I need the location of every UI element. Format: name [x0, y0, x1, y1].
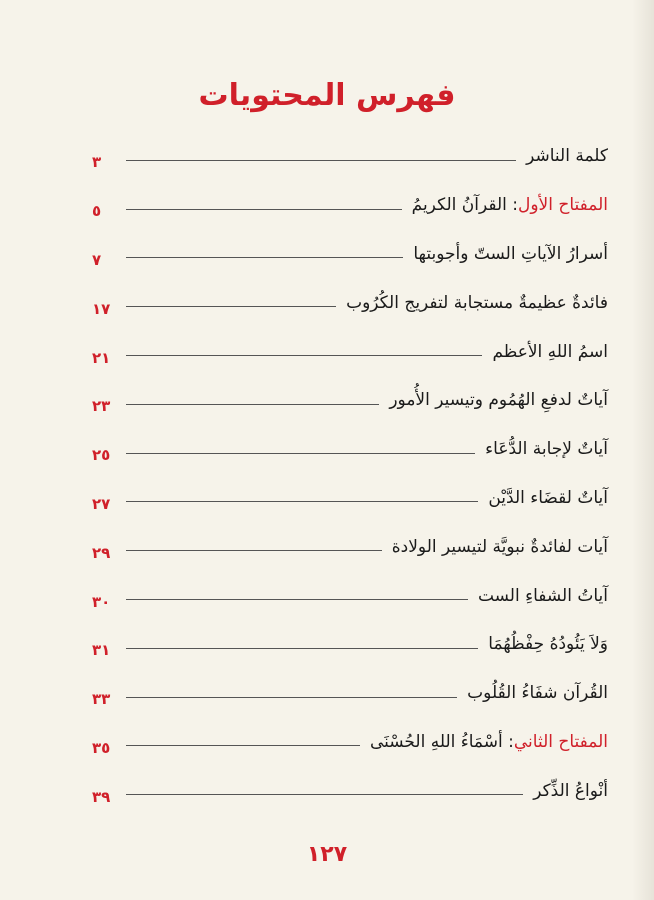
- dotted-leader: [126, 257, 403, 258]
- toc-page-number: ١٧: [92, 299, 111, 318]
- toc-row: [92, 766, 608, 815]
- toc-row: [92, 669, 608, 718]
- toc-entry-title: أنْواعُ الذِّكر: [533, 780, 608, 801]
- toc-row: [92, 718, 608, 767]
- chapter-key: المفتاح الثاني: [513, 731, 608, 752]
- toc-page-number: ٢٥: [92, 446, 111, 465]
- dotted-leader: [126, 209, 402, 210]
- dotted-leader: [126, 648, 478, 649]
- toc-page-number: ٢١: [92, 348, 111, 367]
- toc-page-number: ٣١: [92, 641, 111, 660]
- toc-entry-title: اسمُ اللهِ الأعظم: [492, 341, 608, 362]
- toc-page-number: ٢٩: [92, 543, 111, 562]
- toc-entry-title: أسرارُ الآياتِ الستّ وأجوبتها: [413, 243, 608, 264]
- toc-entry-title: المفتاح الثاني: أسْمَاءُ اللهِ الحُسْنَى: [369, 731, 608, 752]
- dotted-leader: [126, 745, 360, 746]
- toc-row: [92, 522, 608, 571]
- toc-page-number: ٣٥: [92, 738, 111, 757]
- toc-entry-title: آياتٌ لإجابة الدُّعَاء: [485, 439, 608, 460]
- chapter-key: المفتاح الأول: [518, 195, 608, 216]
- table-of-contents: [92, 132, 608, 815]
- toc-row: [92, 474, 608, 523]
- toc-page-number: ٣: [92, 153, 102, 172]
- toc-entry-title: آياتٌ لدفعِ الهُمُوم وتيسير الأُمور: [389, 390, 608, 411]
- toc-page-number: ٣٠: [92, 592, 111, 611]
- toc-entry-title: المفتاح الأول: القرآنُ الكريمُ: [411, 195, 608, 216]
- toc-row: [92, 278, 608, 327]
- toc-page-number: ٣٩: [92, 787, 111, 806]
- dotted-leader: [126, 453, 475, 454]
- dotted-leader: [126, 355, 482, 356]
- page-title: فهرس المحتويات: [198, 78, 456, 113]
- toc-entry-title: كلمة الناشر: [526, 146, 608, 167]
- toc-entry-title: وَلاَ يَئُودُهُ حِفْظُهُمَا: [488, 634, 608, 655]
- dotted-leader: [126, 550, 382, 551]
- toc-row: [92, 132, 608, 181]
- dotted-leader: [126, 306, 336, 307]
- toc-row: [92, 230, 608, 279]
- toc-page-number: ٢٧: [92, 494, 111, 513]
- toc-entry-title: آياتٌ لقضَاء الدَّيْن: [488, 487, 608, 508]
- toc-page-number: ٣٣: [92, 690, 111, 709]
- dotted-leader: [126, 404, 379, 405]
- toc-entry-title: آياتُ الشفاءِ الست: [477, 585, 608, 606]
- toc-page-number: ٧: [92, 250, 102, 269]
- toc-entry-title: القُرآن شفَاءُ القُلُوب: [467, 683, 608, 704]
- toc-row: [92, 571, 608, 620]
- toc-page-number: ٢٣: [92, 397, 111, 416]
- dotted-leader: [126, 794, 523, 795]
- toc-row: [92, 425, 608, 474]
- toc-entry-title: آيات لفائدةٌ نبويَّة لتيسير الولادة: [391, 536, 608, 557]
- dotted-leader: [126, 501, 478, 502]
- toc-entry-title: فائدةٌ عظيمةٌ مستجابة لتفريج الكُرُوب: [346, 292, 608, 313]
- toc-row: [92, 620, 608, 669]
- dotted-leader: [126, 697, 457, 698]
- dotted-leader: [126, 599, 468, 600]
- dotted-leader: [126, 160, 516, 161]
- toc-row: [92, 181, 608, 230]
- toc-page-number: ٥: [92, 202, 102, 221]
- page-folio-number: ١٢٧: [306, 842, 348, 867]
- toc-row: [92, 327, 608, 376]
- toc-row: [92, 376, 608, 425]
